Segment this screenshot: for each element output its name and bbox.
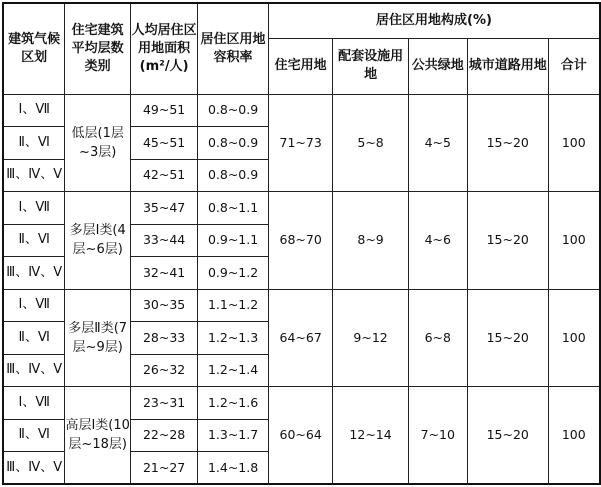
green-cell: 7~10 xyxy=(408,387,467,485)
climate-zone-cell: Ⅱ、Ⅵ xyxy=(3,127,65,160)
residential-cell: 60~64 xyxy=(268,387,333,485)
climate-zone-cell: Ⅲ、Ⅳ、Ⅴ xyxy=(3,452,65,485)
layer-class-cell: 低层(1层~3层) xyxy=(65,94,131,192)
land-area-cell: 26~32 xyxy=(131,354,198,387)
land-area-cell: 23~31 xyxy=(131,387,198,420)
climate-zone-cell: Ⅰ、Ⅶ xyxy=(3,387,65,420)
roads-cell: 15~20 xyxy=(467,94,548,192)
land-area-cell: 33~44 xyxy=(131,224,198,257)
climate-zone-cell: Ⅰ、Ⅶ xyxy=(3,192,65,225)
roads-cell: 15~20 xyxy=(467,289,548,387)
climate-zone-cell: Ⅱ、Ⅵ xyxy=(3,224,65,257)
land-area-cell: 49~51 xyxy=(131,94,198,127)
climate-zone-cell: Ⅰ、Ⅶ xyxy=(3,289,65,322)
header-far: 居住区用地容积率 xyxy=(198,3,269,94)
far-cell: 1.2~1.3 xyxy=(198,322,269,355)
residential-cell: 71~73 xyxy=(268,94,333,192)
green-cell: 4~6 xyxy=(408,192,467,290)
header-row-top xyxy=(3,3,600,38)
far-cell: 0.8~1.1 xyxy=(198,192,269,225)
header-total: 合计 xyxy=(548,38,600,94)
facilities-cell: 5~8 xyxy=(333,94,408,192)
land-area-cell: 35~47 xyxy=(131,192,198,225)
climate-zone-cell: Ⅱ、Ⅵ xyxy=(3,419,65,452)
facilities-cell: 9~12 xyxy=(333,289,408,387)
header-composition: 居住区用地构成(%) xyxy=(268,3,600,38)
land-area-cell: 21~27 xyxy=(131,452,198,485)
climate-zone-cell: Ⅰ、Ⅶ xyxy=(3,94,65,127)
land-area-cell: 42~51 xyxy=(131,159,198,192)
land-area-cell: 30~35 xyxy=(131,289,198,322)
far-cell: 1.2~1.4 xyxy=(198,354,269,387)
header-building-layers: 住宅建筑平均层数类别 xyxy=(65,3,131,94)
climate-zone-cell: Ⅲ、Ⅳ、Ⅴ xyxy=(3,257,65,290)
far-cell: 0.9~1.1 xyxy=(198,224,269,257)
facilities-cell: 12~14 xyxy=(333,387,408,485)
roads-cell: 15~20 xyxy=(467,387,548,485)
total-cell: 100 xyxy=(548,289,600,387)
far-cell: 0.8~0.9 xyxy=(198,94,269,127)
facilities-cell: 8~9 xyxy=(333,192,408,290)
land-area-cell: 45~51 xyxy=(131,127,198,160)
header-roads: 城市道路用地 xyxy=(467,38,548,94)
roads-cell: 15~20 xyxy=(467,192,548,290)
total-cell: 100 xyxy=(548,94,600,192)
header-green: 公共绿地 xyxy=(408,38,467,94)
residential-cell: 68~70 xyxy=(268,192,333,290)
land-area-cell: 32~41 xyxy=(131,257,198,290)
table-row xyxy=(3,387,600,420)
layer-class-cell: 多层Ⅰ类(4层~6层) xyxy=(65,192,131,290)
climate-zone-cell: Ⅱ、Ⅵ xyxy=(3,322,65,355)
land-area-cell: 28~33 xyxy=(131,322,198,355)
far-cell: 1.3~1.7 xyxy=(198,419,269,452)
climate-zone-cell: Ⅲ、Ⅳ、Ⅴ xyxy=(3,159,65,192)
header-residential: 住宅用地 xyxy=(268,38,333,94)
total-cell: 100 xyxy=(548,192,600,290)
far-cell: 1.1~1.2 xyxy=(198,289,269,322)
header-climate-zone: 建筑气候区划 xyxy=(3,3,65,94)
header-facilities: 配套设施用地 xyxy=(333,38,408,94)
table-row xyxy=(3,289,600,322)
green-cell: 4~5 xyxy=(408,94,467,192)
residential-cell: 64~67 xyxy=(268,289,333,387)
green-cell: 6~8 xyxy=(408,289,467,387)
total-cell: 100 xyxy=(548,387,600,485)
far-cell: 0.8~0.9 xyxy=(198,127,269,160)
table-row xyxy=(3,192,600,225)
header-land-per-capita: 人均居住区用地面积(m²/人) xyxy=(131,3,198,94)
far-cell: 0.8~0.9 xyxy=(198,159,269,192)
land-use-table xyxy=(2,2,601,485)
table-row xyxy=(3,94,600,127)
layer-class-cell: 多层Ⅱ类(7层~9层) xyxy=(65,289,131,387)
far-cell: 1.4~1.8 xyxy=(198,452,269,485)
land-area-cell: 22~28 xyxy=(131,419,198,452)
layer-class-cell: 高层Ⅰ类(10层~18层) xyxy=(65,387,131,485)
far-cell: 1.2~1.6 xyxy=(198,387,269,420)
climate-zone-cell: Ⅲ、Ⅳ、Ⅴ xyxy=(3,354,65,387)
far-cell: 0.9~1.2 xyxy=(198,257,269,290)
